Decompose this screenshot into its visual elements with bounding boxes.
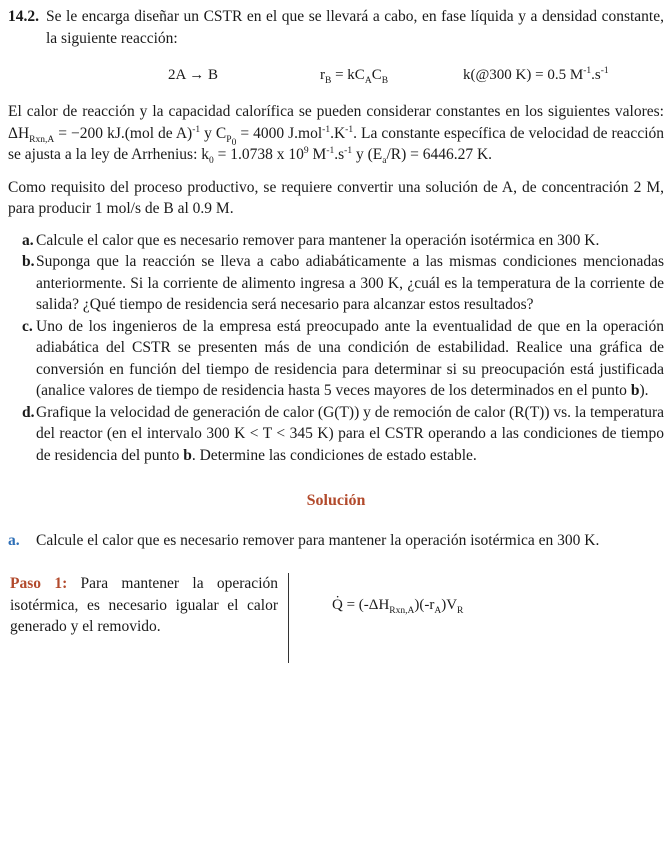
question-c [8, 316, 664, 402]
process-requirement-paragraph: Como requisito del proceso productivo, se requiere convertir una solución de A, de concentración 2 M, para producir 1 mol/s de B al 0.9 M. [8, 178, 664, 217]
question-b-mark: b. [22, 253, 35, 270]
problem-number: 14.2. [8, 8, 39, 25]
question-b-text: Suponga que la reacción se lleva a cabo adiabáticamente a las mismas condiciones mencionadas anteriormente. Si la corriente de alimento ingresa a 300 K, ¿cuál es la temperatura de la corriente de salida? ¿Qué tiempo de residencia será necesario para alcanzar estos resultados? [36, 253, 664, 313]
heat-capacity-paragraph: El calor de reacción y la capacidad calorífica se pueden considerar constantes en los siguientes valores: $\Delta H_{Rxn,A} = -200$ kJ.(mol de A)$^{-1}$ y $C_{P_0} = 4000$ $J.mol^{-1}.K^{-1}$. La constante específica de velocidad de reacción se ajusta a la ley de Arrhenius: $k_0 = 1.0738$ x $10^9$ $M^{-1}.s^{-1}$ y $(E_a/R) = 6446.27$ K. [8, 103, 665, 167]
reaction-equations [8, 57, 664, 91]
heat-removal-equation: Q̇ = $(-\Delta H_{Rxn,A})(-r_A)V_R$ [332, 597, 464, 616]
solution-title: Solución [306, 492, 366, 509]
step-divider [288, 573, 289, 663]
question-list [8, 230, 664, 467]
rate-law-equation: $r_B = kC_AC_B$ [320, 67, 389, 86]
problem-intro: Se le encarga diseñar un CSTR en el que se llevará a cabo, en fase líquida y a densidad constante, la siguiente reacción: [46, 8, 664, 47]
question-a-mark: a. [22, 231, 34, 249]
question-c-text: Uno de los ingenieros de la empresa está preocupado ante la eventualidad de que en la operación adiabática del CSTR se presenten más de una condición de estabilidad. Realice una gráfica de conversión en función del tiempo de residencia para determinar si su preocupación está justificada (analice valores de tiempo de residencia hasta 5 veces mayores de los determinados en el punto b). [36, 317, 664, 399]
question-d-text: Grafique la velocidad de generación de calor (G(T)) y de remoción de calor (R(T)) vs. la temperatura del reactor (en el intervalo 300 K < T < 345 K) para el CSTR operando a las condiciones de tiempo de residencia del punto b. Determine las condiciones de estado estable. [36, 403, 664, 464]
question-d-mark: d. [22, 403, 35, 421]
solution-item-a [8, 530, 664, 552]
rate-constant-equation: k(@300 K) = 0.5 $M^{-1}.s^{-1}$ [463, 66, 609, 83]
reaction-equation: 2A → B [168, 67, 219, 83]
step-1-label: Paso 1: [10, 575, 68, 592]
solution-item-a-mark: a. [8, 531, 20, 549]
solution-item-a-text: Calcule el calor que es necesario remover para mantener la operación isotérmica en 300 K. [36, 531, 600, 549]
question-a [8, 230, 664, 252]
solution-step-1 [8, 573, 664, 663]
question-d [8, 402, 664, 467]
step-1-text: Paso 1: Para mantener la operación isotérmica, es necesario igualar el calor generado y el removido. [10, 575, 278, 635]
question-a-text: Calcule el calor que es necesario remover para mantener la operación isotérmica en 300 K. [36, 231, 600, 249]
problem-statement [8, 6, 664, 49]
question-b [8, 251, 664, 316]
question-c-mark: c. [22, 317, 33, 335]
